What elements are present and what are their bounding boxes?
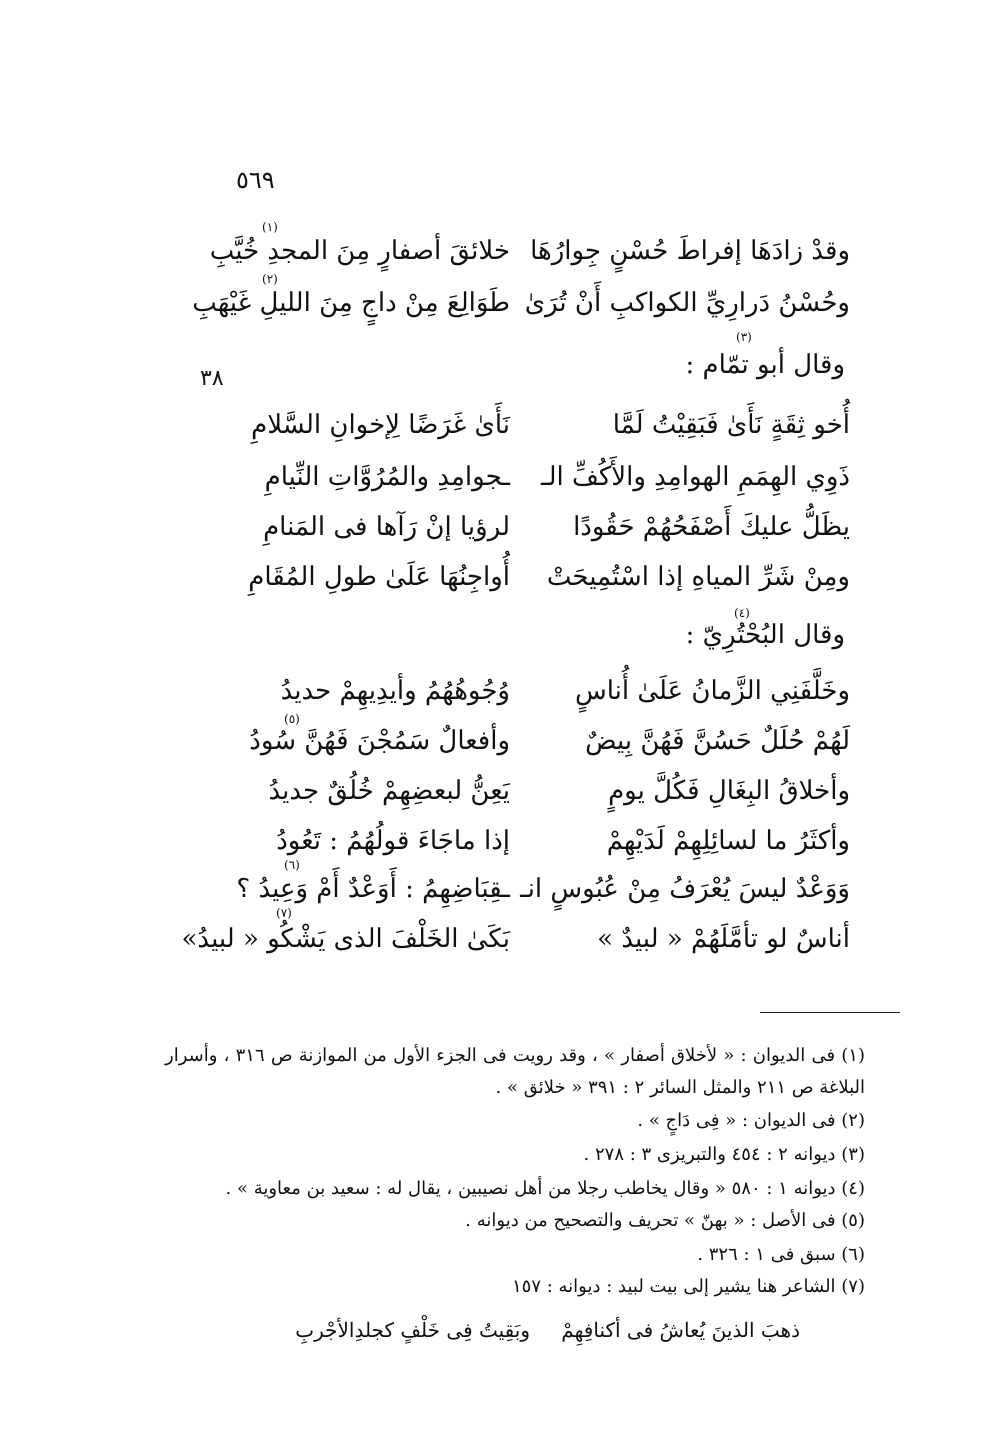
footnote-ref-4: (٤)	[734, 606, 750, 620]
verse-hemistich-second: إذا ماجَاءَ قولُهُمُ : تَعُودُ	[276, 826, 510, 856]
footnote-7: (٧) الشاعر هنا يشير إلى بيت لبيد : ديوانه : ١٥٧	[511, 1276, 865, 1297]
verse-hemistich-first: وقدْ زادَهَا إفراطَ حُسْنٍ جِوارُهَا	[530, 236, 850, 266]
footnote-ref-7: (٧)	[276, 906, 292, 920]
verse-hemistich-first: ومِنْ شَرِّ المياهِ إذا اسْتُمِيحَتْ	[546, 562, 850, 592]
poet-intro-buhturi: وقال البُحْتُرِيّ :	[685, 620, 845, 650]
verse-hemistich-first: وَوَعْدٌ ليسَ يُعْرَفُ مِنْ عُبُوسٍ انـ	[520, 874, 850, 904]
page-number: ٥٦٩	[236, 166, 275, 194]
footnote-ref-5: (٥)	[284, 712, 300, 726]
verse-hemistich-second: ـجوامِدِ والمُرُوَّاتِ النِّيامِ	[264, 462, 510, 492]
verse-hemistich-second: أُواجِنُهَا عَلَىٰ طولِ المُقَامِ	[248, 562, 510, 592]
footnote-4: (٤) ديوانه ١ : ٥٨٠ « وقال يخاطب رجلا من أهل نصيبين ، يقال له : سعيد بن معاوية » .	[225, 1178, 865, 1199]
verse-line	[240, 512, 850, 552]
verse-hemistich-first: أناسٌ لو تأمَّلَهُمْ « لبيدٌ »	[597, 924, 850, 954]
quoted-hemistich-second: وبَقِيتُ فِى خَلْفٍ كجلدِالأجْربِ	[295, 1318, 530, 1342]
poet-intro-abu-tammam: وقال أبو تمّام :	[685, 350, 845, 380]
verse-hemistich-first: لَهُمْ حُلَلٌ حَسُنَّ فَهُنَّ بِيضٌ	[585, 726, 850, 756]
verse-hemistich-second: بَكَىٰ الخَلْفَ الذى يَشْكُو « لبيدُ»	[181, 924, 510, 954]
verse-hemistich-second: نَأَىٰ غَرَضًا لِإخوانِ السَّلامِ	[251, 410, 510, 440]
verse-line	[240, 676, 850, 716]
verse-hemistich-first: وأخلاقُ البِغَالِ فَكُلَّ يومٍ	[608, 776, 850, 806]
verse-line	[192, 288, 850, 328]
footnote-1: (١) فى الديوان : « لأخلاق أصفار » ، وقد رويت فى الجزء الأول من الموازنة ص ٣١٦ ، وأسرار البلاغة ص ٢١١ والمثل السائر ٢ : ٣٩١ « خلائق » .	[165, 1045, 865, 1098]
verse-hemistich-second: لرؤيا إنْ رَآها فى المَنامِ	[263, 512, 510, 542]
footnote-ref-3: (٣)	[736, 330, 752, 344]
verse-hemistich-second: ـقِبَاضِهِمُ : أَوَعْدٌ أَمْ وَعِيدُ ؟	[236, 874, 510, 904]
verse-hemistich-first: ذَوِي الهِمَمِ الهوامِدِ والأَكُفِّ الـ	[540, 462, 850, 492]
verse-line	[240, 776, 850, 816]
verse-line	[240, 826, 850, 866]
quoted-hemistich-first: ذهبَ الذينَ يُعاشُ فى أكنافِهِمْ	[561, 1318, 800, 1342]
footnote-3: (٣) ديوانه ٢ : ٤٥٤ والتبريزى ٣ : ٢٧٨ .	[583, 1144, 865, 1165]
verse-line	[240, 410, 850, 450]
verse-hemistich-first: يظَلُّ عليكَ أَصْفَحُهُمْ حَقُودًا	[573, 512, 850, 542]
verse-hemistich-first: وخَلَّفَنِي الزَّمانُ عَلَىٰ أُناسٍ	[574, 676, 850, 706]
section-number: ٣٨	[200, 366, 224, 391]
verse-line	[236, 874, 850, 914]
footnote-ref-2: (٢)	[262, 272, 278, 286]
footnote-separator	[760, 1012, 900, 1013]
verse-line	[209, 236, 850, 276]
verse-line	[181, 924, 850, 964]
verse-hemistich-second: وُجُوهُهُمُ وأيدِيهِمْ حديدُ	[280, 676, 510, 706]
verse-line	[240, 726, 850, 766]
verse-hemistich-second: يَعِنُّ لبعضِهِمْ خُلُقٌ جديدُ	[268, 776, 510, 806]
footnote-6: (٦) سبق فى ١ : ٣٢٦ .	[697, 1244, 865, 1265]
verse-hemistich-first: وحُسْنُ دَرارِيِّ الكواكبِ أَنْ تُرَىٰ	[524, 288, 850, 318]
footnote-ref-1: (١)	[262, 220, 278, 234]
verse-line	[240, 462, 850, 502]
quoted-verse-labid	[295, 1318, 800, 1350]
verse-hemistich-first: وأكثَرُ ما لسائِلِهِمْ لَدَيْهِمْ	[606, 826, 850, 856]
verse-line	[240, 562, 850, 602]
verse-hemistich-second: خلائقَ أصفارٍ مِنَ المجدِ خُيَّبِ	[209, 236, 510, 266]
verse-hemistich-second: طَوَالِعَ مِنْ داجٍ مِنَ الليلِ غَيْهَبِ	[192, 288, 510, 318]
verse-hemistich-first: أُخو ثِقَةٍ نَأَىٰ فَبَقِيْتُ لَمَّا	[612, 410, 850, 440]
footnote-ref-6: (٦)	[284, 858, 300, 872]
footnote-2: (٢) فى الديوان : « فِى دَاجٍ » .	[637, 1110, 865, 1131]
footnote-5: (٥) فى الأصل : « بهنّ » تحريف والتصحيح من ديوانه .	[465, 1210, 865, 1231]
verse-hemistich-second: وأفعالٌ سَمُجْنَ فَهُنَّ سُودُ	[249, 726, 510, 756]
